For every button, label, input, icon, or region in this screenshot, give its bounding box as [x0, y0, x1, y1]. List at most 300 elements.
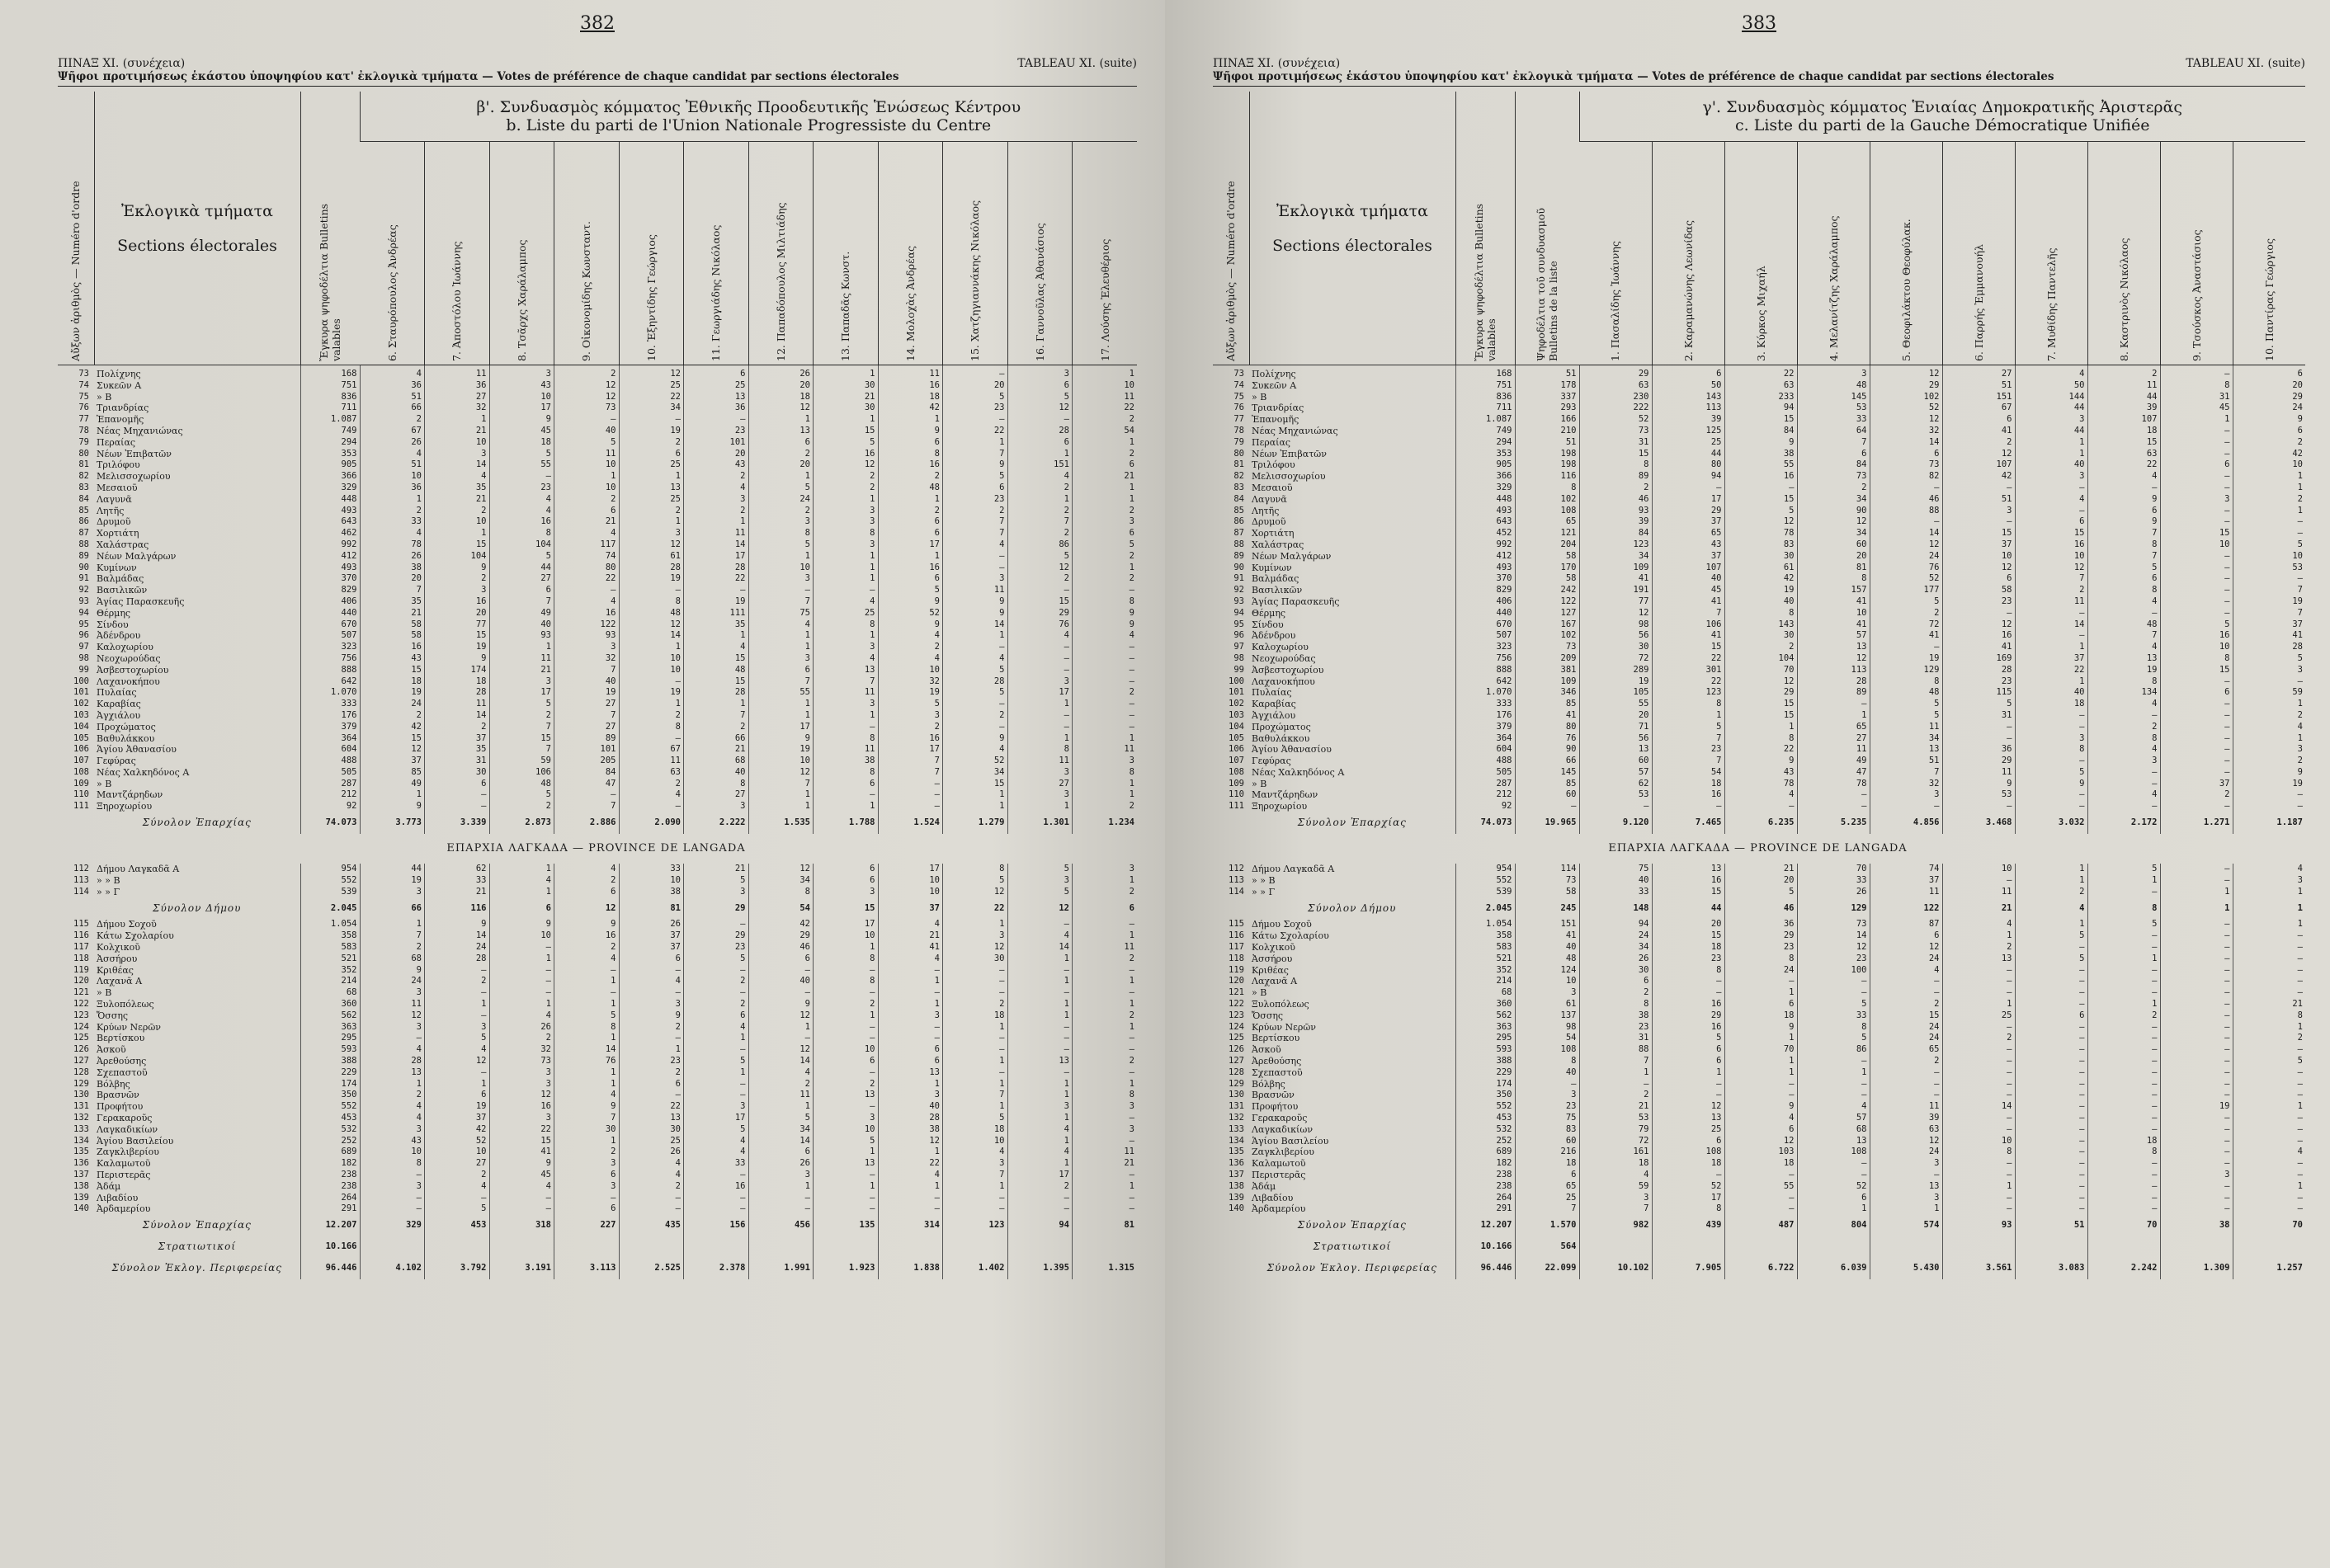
value-cell: 55 [1724, 1181, 1797, 1193]
value-cell: 30 [1724, 551, 1797, 563]
section-name-cell: Κριθέας [97, 964, 134, 976]
value-cell: 10 [425, 437, 490, 449]
value-cell: 505 [1455, 767, 1515, 779]
value-cell: 4.102 [360, 1258, 425, 1279]
value-cell: — [2160, 483, 2233, 494]
value-cell: — [619, 733, 684, 745]
value-cell: 1 [2233, 699, 2305, 710]
value-cell: 17 [748, 722, 814, 733]
table-row [58, 1203, 1137, 1215]
value-cell: 5 [684, 954, 749, 965]
table-row [1213, 699, 2305, 710]
value-cell: 360 [300, 999, 360, 1010]
table-row [1213, 494, 2305, 506]
value-cell: 453 [300, 1113, 360, 1124]
order-number-cell: 111 [1229, 801, 1244, 812]
value-cell: 5 [878, 585, 943, 596]
value-cell: — [2233, 965, 2305, 977]
value-cell: 1 [748, 642, 814, 653]
value-cell: 333 [1455, 699, 1515, 710]
value-cell: 7 [1579, 1203, 1652, 1215]
value-cell: — [684, 1079, 749, 1090]
table-row [58, 1090, 1137, 1101]
value-cell: 11 [1797, 744, 1870, 756]
value-cell: 1 [1007, 1010, 1073, 1022]
value-cell: — [2160, 744, 2233, 756]
value-cell: 3 [360, 1022, 425, 1034]
candidate-header: 9. Τσούσκος Ἀναστάσιος [2160, 142, 2233, 365]
order-number-cell: 113 [1229, 874, 1244, 885]
value-cell: 1 [1652, 1067, 1724, 1079]
value-cell: — [2160, 919, 2233, 930]
value-cell: 3 [619, 999, 684, 1010]
value-cell: — [1073, 676, 1138, 688]
value-cell: 836 [300, 392, 360, 403]
value-cell: 4 [748, 1067, 814, 1079]
value-cell: 6 [554, 1203, 620, 1215]
order-number-cell: 97 [78, 642, 89, 652]
table-row [58, 483, 1137, 494]
order-number-cell: 110 [73, 789, 89, 800]
value-cell: 1 [489, 887, 554, 898]
value-cell: 81 [619, 897, 684, 919]
value-cell: 2 [425, 1170, 490, 1181]
value-cell: 337 [1515, 392, 1579, 403]
value-cell: 29 [684, 897, 749, 919]
value-cell: 2 [2233, 437, 2305, 449]
value-cell: 11 [489, 653, 554, 665]
order-number-cell: 133 [1229, 1123, 1244, 1134]
table-row [1213, 954, 2305, 965]
section-name-cell: Νέων Ἐπιβατῶν [1252, 448, 1327, 459]
value-cell: 5.430 [1870, 1258, 1942, 1279]
value-cell: 15 [1724, 494, 1797, 506]
order-number-cell: 105 [1229, 732, 1244, 743]
value-cell: — [943, 1033, 1008, 1044]
value-cell: — [1797, 1079, 1870, 1090]
value-cell: 56 [1579, 733, 1652, 745]
value-cell: 1 [1007, 1079, 1073, 1090]
value-cell: 41 [1652, 630, 1724, 642]
value-cell: 1 [814, 710, 879, 722]
value-cell: 174 [425, 665, 490, 676]
subcaption-french: Votes de préférence de chaque candidat par sections électorales [497, 70, 899, 83]
candidate-header: 7. Μυθίδης Παντελῆς [2015, 142, 2087, 365]
value-cell: 151 [1007, 459, 1073, 471]
value-cell: 24 [360, 976, 425, 987]
table-row [1213, 801, 2305, 812]
value-cell: 1 [425, 414, 490, 426]
value-cell: 1.271 [2160, 812, 2233, 834]
value-cell: 37 [2233, 619, 2305, 631]
value-cell: 166 [1515, 414, 1579, 426]
value-cell: — [1579, 1079, 1652, 1090]
value-cell: 9 [360, 965, 425, 977]
value-cell: — [2233, 1067, 2305, 1079]
value-cell: — [1942, 1203, 2015, 1215]
value-cell: 5 [1652, 1033, 1724, 1044]
value-cell: — [1073, 722, 1138, 733]
value-cell: 43 [684, 459, 749, 471]
value-cell: 6 [2087, 573, 2160, 585]
value-cell: 1 [1724, 987, 1797, 999]
value-cell: 3 [814, 642, 879, 653]
value-cell: 27 [489, 573, 554, 585]
value-cell: 6 [748, 437, 814, 449]
value-cell: 62 [425, 864, 490, 875]
value-cell: 156 [684, 1215, 749, 1236]
order-number-cell: 124 [1229, 1021, 1244, 1032]
value-cell: 198 [1515, 449, 1579, 460]
value-cell: 2 [619, 779, 684, 790]
value-cell: 4 [1579, 1170, 1652, 1181]
value-cell: 11 [2015, 596, 2087, 608]
section-name-cell: Σύνολον Ἐπαρχίας [142, 1219, 252, 1231]
table-row [1213, 1158, 2305, 1170]
value-cell: 4 [2015, 897, 2087, 919]
value-cell: 40 [554, 676, 620, 688]
value-cell: 13 [1942, 954, 2015, 965]
value-cell: 9 [943, 459, 1008, 471]
value-cell: 22 [1652, 676, 1724, 688]
value-cell: 85 [1515, 779, 1579, 790]
value-cell: 45 [489, 426, 554, 437]
value-cell: 38 [2160, 1215, 2233, 1236]
table-row [1213, 1136, 2305, 1147]
value-cell: 2.222 [684, 812, 749, 834]
value-cell: 64 [1797, 426, 1870, 437]
value-cell: 2 [1007, 506, 1073, 517]
value-cell: 62 [1579, 779, 1652, 790]
value-cell: — [2233, 573, 2305, 585]
candidate-header: 2. Καραμανώνης Λεωνίδας [1652, 142, 1724, 365]
value-cell: — [2233, 1044, 2305, 1056]
value-cell: — [2233, 1079, 2305, 1090]
order-number-header: Αὔξων ἀριθμὸς — Numéro d'ordre [1213, 92, 1249, 365]
value-cell: 2.090 [619, 812, 684, 834]
value-cell: 6.722 [1724, 1258, 1797, 1279]
value-cell: 4 [425, 1181, 490, 1193]
value-cell: 1 [814, 1010, 879, 1022]
table-row [58, 1101, 1137, 1113]
order-number-cell: 125 [1229, 1033, 1244, 1043]
value-cell: 439 [1652, 1215, 1724, 1236]
value-cell: 35 [425, 744, 490, 756]
value-cell: 102 [1870, 392, 1942, 403]
value-cell: 20 [360, 573, 425, 585]
order-number-cell: 89 [78, 550, 89, 561]
table-row [58, 516, 1137, 528]
value-cell: 5 [425, 1203, 490, 1215]
value-cell: 564 [1515, 1236, 1579, 1258]
value-cell: — [2160, 1056, 2233, 1067]
value-cell: — [619, 676, 684, 688]
value-cell: 2 [2233, 756, 2305, 767]
value-cell: 6 [2160, 687, 2233, 699]
order-number-cell: 107 [73, 756, 89, 766]
value-cell: — [1724, 801, 1797, 812]
value-cell: 75 [1515, 1113, 1579, 1124]
value-cell: 353 [1455, 449, 1515, 460]
value-cell: 38 [360, 563, 425, 574]
value-cell: 3 [619, 528, 684, 539]
value-cell: 26 [748, 1158, 814, 1170]
value-cell: — [2015, 1124, 2087, 1136]
value-cell: 24 [748, 494, 814, 506]
value-cell: 8 [489, 528, 554, 539]
value-cell: 40 [748, 976, 814, 987]
table-row [1213, 779, 2305, 790]
value-cell [360, 1236, 425, 1258]
value-cell: 1 [2015, 449, 2087, 460]
value-cell: 5 [1724, 887, 1797, 898]
value-cell: 8 [360, 1158, 425, 1170]
value-cell: — [2087, 887, 2160, 898]
candidate-header: 14. Μολοχὰς Ἀνδρέας [878, 142, 943, 365]
value-cell: — [2015, 483, 2087, 494]
value-cell: 6 [1073, 897, 1138, 919]
value-cell: 21 [684, 744, 749, 756]
value-cell: 11 [1870, 887, 1942, 898]
value-cell: — [878, 1203, 943, 1215]
value-cell: 27 [554, 722, 620, 733]
section-name-cell: Καραβίας [97, 699, 141, 710]
province-title: ΕΠΑΡΧΙΑ ΛΑΓΚΑΔΑ — PROVINCE DE LANGADA [446, 842, 746, 855]
value-cell: — [554, 585, 620, 596]
order-number-cell: 126 [1229, 1044, 1244, 1055]
value-cell: 8 [1007, 744, 1073, 756]
value-cell: 85 [1515, 699, 1579, 710]
value-cell: 74.073 [1455, 812, 1515, 834]
value-cell: — [1870, 801, 1942, 812]
value-cell: — [1942, 1124, 2015, 1136]
value-cell: 9 [943, 608, 1008, 619]
value-cell: — [489, 1203, 554, 1215]
value-cell: 26 [360, 551, 425, 563]
table-row [58, 426, 1137, 437]
section-name-cell: Τριανδρίας [1252, 403, 1304, 414]
value-cell: 66 [360, 897, 425, 919]
order-number-cell: 105 [73, 732, 89, 743]
section-name-cell: Καλαμωτοῦ [1252, 1158, 1306, 1170]
value-cell: 3.561 [1942, 1258, 2015, 1279]
value-cell: 3 [2160, 1170, 2233, 1181]
value-cell: 5 [943, 392, 1008, 403]
value-cell: — [1870, 987, 1942, 999]
value-cell: 1 [2233, 471, 2305, 483]
table-row [58, 506, 1137, 517]
value-cell: 8 [2087, 539, 2160, 551]
value-cell: 10 [2160, 539, 2233, 551]
value-cell: 2 [1073, 1010, 1138, 1022]
table-row [58, 699, 1137, 710]
value-cell: — [2015, 722, 2087, 733]
value-cell: 4 [2233, 864, 2305, 875]
value-cell: — [2233, 516, 2305, 528]
value-cell: 8 [814, 954, 879, 965]
order-number-cell: 130 [73, 1090, 89, 1100]
value-cell: 12.207 [300, 1215, 360, 1236]
value-cell: 1 [943, 630, 1008, 642]
value-cell: — [1797, 976, 1870, 987]
value-cell: 21 [554, 516, 620, 528]
table-row [1213, 1090, 2305, 1101]
order-number-cell: 122 [73, 999, 89, 1010]
value-cell: — [1073, 642, 1138, 653]
value-cell: 55 [489, 459, 554, 471]
value-cell: — [1942, 1158, 2015, 1170]
candidate-header: 6. Παρρής Ἐμμανουήλ [1942, 142, 2015, 365]
value-cell: 11 [748, 1090, 814, 1101]
value-cell: — [2160, 573, 2233, 585]
value-cell: 1 [943, 1056, 1008, 1067]
table-row [58, 779, 1137, 790]
value-cell: 12 [554, 897, 620, 919]
value-cell: 46 [1579, 494, 1652, 506]
value-cell: 1 [1652, 710, 1724, 722]
value-cell: 7 [943, 1170, 1008, 1181]
value-cell: 10 [1942, 864, 2015, 875]
value-cell: 84 [1724, 426, 1797, 437]
value-cell: — [489, 987, 554, 999]
value-cell: 26 [619, 919, 684, 930]
value-cell [748, 1236, 814, 1258]
value-cell: — [2160, 437, 2233, 449]
value-cell: 21 [489, 665, 554, 676]
value-cell: 2 [1007, 483, 1073, 494]
order-number-cell: 77 [1233, 414, 1244, 425]
value-cell: 22 [684, 573, 749, 585]
value-cell: 1 [878, 1181, 943, 1193]
value-cell: 28 [425, 954, 490, 965]
value-cell: 36 [1942, 744, 2015, 756]
value-cell: — [1007, 585, 1073, 596]
value-cell: 56 [1579, 630, 1652, 642]
value-cell: 76 [1007, 619, 1073, 631]
section-name-cell: » Β [1252, 778, 1267, 789]
value-cell: 13 [619, 1113, 684, 1124]
value-cell: — [2015, 976, 2087, 987]
value-cell: 448 [300, 494, 360, 506]
value-cell: 230 [1579, 392, 1652, 403]
value-cell: — [878, 789, 943, 801]
value-cell: 2 [1579, 1090, 1652, 1101]
value-cell: 2 [684, 999, 749, 1010]
value-cell: — [1797, 1090, 1870, 1101]
value-cell: 9 [2087, 494, 2160, 506]
value-cell: 1 [2233, 1181, 2305, 1193]
value-cell: 41 [1652, 596, 1724, 608]
value-cell: 8 [878, 449, 943, 460]
value-cell: — [1073, 919, 1138, 930]
value-cell: 6 [1870, 930, 1942, 942]
value-cell: 4 [360, 365, 425, 380]
value-cell: 101 [554, 744, 620, 756]
value-cell: 3 [1870, 1193, 1942, 1204]
table-row [58, 1056, 1137, 1067]
value-cell: 3 [748, 1170, 814, 1181]
table-row [1213, 414, 2305, 426]
table-row [1213, 942, 2305, 954]
value-cell: 18 [425, 676, 490, 688]
value-cell: 456 [748, 1215, 814, 1236]
value-cell: 37 [878, 897, 943, 919]
table-row [58, 1181, 1137, 1193]
value-cell: 10 [2160, 642, 2233, 653]
value-cell: 5 [489, 699, 554, 710]
value-cell: 448 [1455, 494, 1515, 506]
value-cell: 7 [554, 801, 620, 812]
value-cell: — [2015, 630, 2087, 642]
value-cell: — [2233, 987, 2305, 999]
value-cell: 70 [1797, 864, 1870, 875]
value-cell: 3 [1870, 789, 1942, 801]
value-cell: 9 [425, 653, 490, 665]
value-cell: 96.446 [300, 1258, 360, 1279]
value-cell: 58 [360, 630, 425, 642]
value-cell: 562 [300, 1010, 360, 1022]
table-row [58, 1010, 1137, 1022]
subcaption-french: Votes de préférence de chaque candidat par sections électorales [1652, 70, 2054, 83]
value-cell: 3 [2233, 665, 2305, 676]
value-cell: 3 [1073, 864, 1138, 875]
value-cell: 13 [814, 1158, 879, 1170]
value-cell: — [2160, 864, 2233, 875]
order-number-cell: 109 [73, 778, 89, 789]
section-name-cell: Βρασνῶν [97, 1090, 139, 1101]
value-cell: 68 [1797, 1124, 1870, 1136]
value-cell: 1 [878, 494, 943, 506]
value-cell: — [1870, 516, 1942, 528]
value-cell: — [2233, 1124, 2305, 1136]
value-cell: 2 [1073, 506, 1138, 517]
value-cell: — [1652, 483, 1724, 494]
value-cell: 122 [1870, 897, 1942, 919]
section-name-cell: Βασιλικῶν [1252, 585, 1303, 596]
value-cell: — [1724, 976, 1797, 987]
province-title: ΕΠΑΡΧΙΑ ΛΑΓΚΑΔΑ — PROVINCE DE LANGADA [1608, 842, 1908, 855]
table-row [58, 471, 1137, 483]
table-row [58, 954, 1137, 965]
value-cell: 532 [1455, 1124, 1515, 1136]
value-cell: 3 [1007, 789, 1073, 801]
value-cell: 81 [1797, 563, 1870, 574]
value-cell: 191 [1579, 585, 1652, 596]
order-number-cell: 102 [1229, 699, 1244, 709]
value-cell: 16 [878, 563, 943, 574]
value-cell: — [1073, 1193, 1138, 1204]
candidate-header: 8. Τσᾶρχς Χαράλαμπος [489, 142, 554, 365]
value-cell: 7 [1797, 437, 1870, 449]
order-number-cell: 83 [1233, 482, 1244, 492]
value-cell: 3 [425, 585, 490, 596]
section-name-cell: Ξηροχωρίου [97, 801, 153, 812]
value-cell: 19 [1579, 676, 1652, 688]
value-cell: — [1007, 1044, 1073, 1056]
value-cell: 5 [489, 449, 554, 460]
value-cell: 6 [684, 1010, 749, 1022]
value-cell: 7 [360, 930, 425, 942]
value-cell: 86 [1007, 539, 1073, 551]
order-number-cell [1213, 1236, 1249, 1258]
value-cell: 22 [619, 392, 684, 403]
value-cell: 3 [684, 494, 749, 506]
value-cell: 70 [1724, 1044, 1797, 1056]
value-cell: — [2160, 942, 2233, 954]
value-cell: 24 [1870, 954, 1942, 965]
value-cell: 78 [1724, 779, 1797, 790]
value-cell: 9 [2015, 779, 2087, 790]
